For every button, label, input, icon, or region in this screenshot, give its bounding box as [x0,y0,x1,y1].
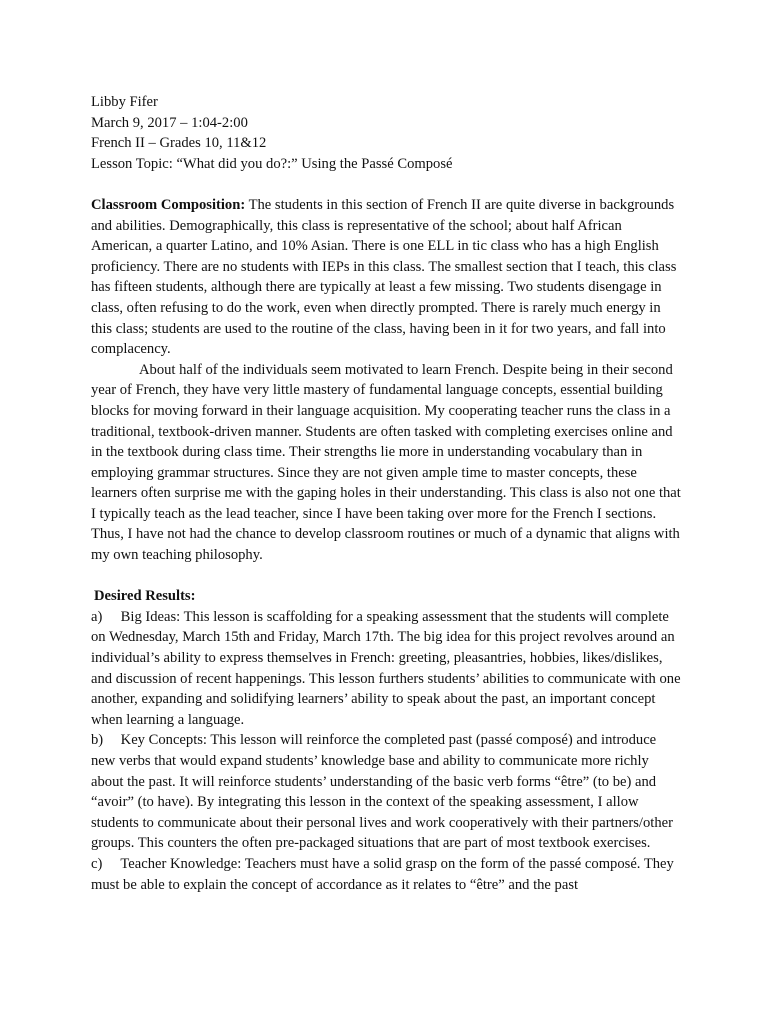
list-item-text: Teacher Knowledge: Teachers must have a solid grasp on the form of the passé composé. They must be able to explain the concept of accordance as it relates to “être” and the past [91,855,674,893]
classroom-composition-heading: Classroom Composition: [91,196,246,213]
desired-results-section [91,586,683,895]
list-item-label: c) [91,855,103,872]
list-item-label: b) [91,732,104,749]
lesson-topic: Lesson Topic: “What did you do?:” Using the Passé Composé [91,155,453,172]
classroom-composition-section [91,195,683,566]
desired-results-heading: Desired Results: [94,588,196,605]
list-item-label: a) [91,608,103,625]
document-page [91,92,683,895]
course-info: French II – Grades 10, 11&12 [91,135,267,152]
document-header [91,92,683,174]
classroom-composition-text-1: The students in this section of French II are quite diverse in backgrounds and abilities. Demographically, this class is representative of the school; about half African American, a quarter Latino, and 10% Asian. There is one ELL in tic class who has a high English proficiency. There are no students with IEPs in this class. The smallest section that I teach, this class has fifteen students, although there are typically at least a few missing. Two students disengage in class, often refusing to do the work, even when directly prompted. There is rarely much energy in this class; students are used to the routine of the class, having been in it for two years, and fall into complacency. [91,196,677,358]
classroom-composition-paragraph-1 [91,195,683,360]
lesson-date-time: March 9, 2017 – 1:04-2:00 [91,114,248,131]
desired-results-item [91,607,683,731]
list-item-text: Big Ideas: This lesson is scaffolding for a speaking assessment that the students will complete on Wednesday, March 15th and Friday, March 17th. The big idea for this project revolves around an individual’s ability to express themselves in French: greeting, pleasantries, hobbies, likes/dislikes, and discussion of recent happenings. This lesson furthers students’ abilities to communicate with one another, expanding and solidifying learners’ ability to speak about the past, an important concept when learning a language. [91,608,681,728]
desired-results-item [91,854,683,895]
desired-results-item [91,730,683,854]
spacer [91,566,683,587]
desired-results-heading-line [91,586,683,607]
spacer [91,174,683,195]
list-item-text: Key Concepts: This lesson will reinforce the completed past (passé composé) and introduce new verbs that would expand students’ knowledge base and ability to communicate more richly about the past. It will reinforce students’ understanding of the basic verb forms “être” (to be) and “avoir” (to have). By integrating this lesson in the context of the speaking assessment, I allow students to communicate about their personal lives and work cooperatively with their partners/other groups. This counters the often pre-packaged situations that are part of most textbook exercises. [91,732,673,852]
author-name: Libby Fifer [91,94,158,110]
classroom-composition-paragraph-2: About half of the individuals seem motivated to learn French. Despite being in their second year of French, they have very little mastery of fundamental language concepts, essential building blocks for moving forward in their language acquisition. My cooperating teacher runs the class in a traditional, textbook-driven manner. Students are often tasked with completing exercises online and in the textbook during class time. Their strengths lie more in understanding vocabulary than in employing grammar structures. Since they are not given ample time to master concepts, these learners often surprise me with the gaping holes in their understanding. This class is also not one that I typically teach as the lead teacher, since I have been taking over more for the French I sections. Thus, I have not had the chance to develop classroom routines or much of a dynamic that aligns with my own teaching philosophy. [91,361,681,564]
